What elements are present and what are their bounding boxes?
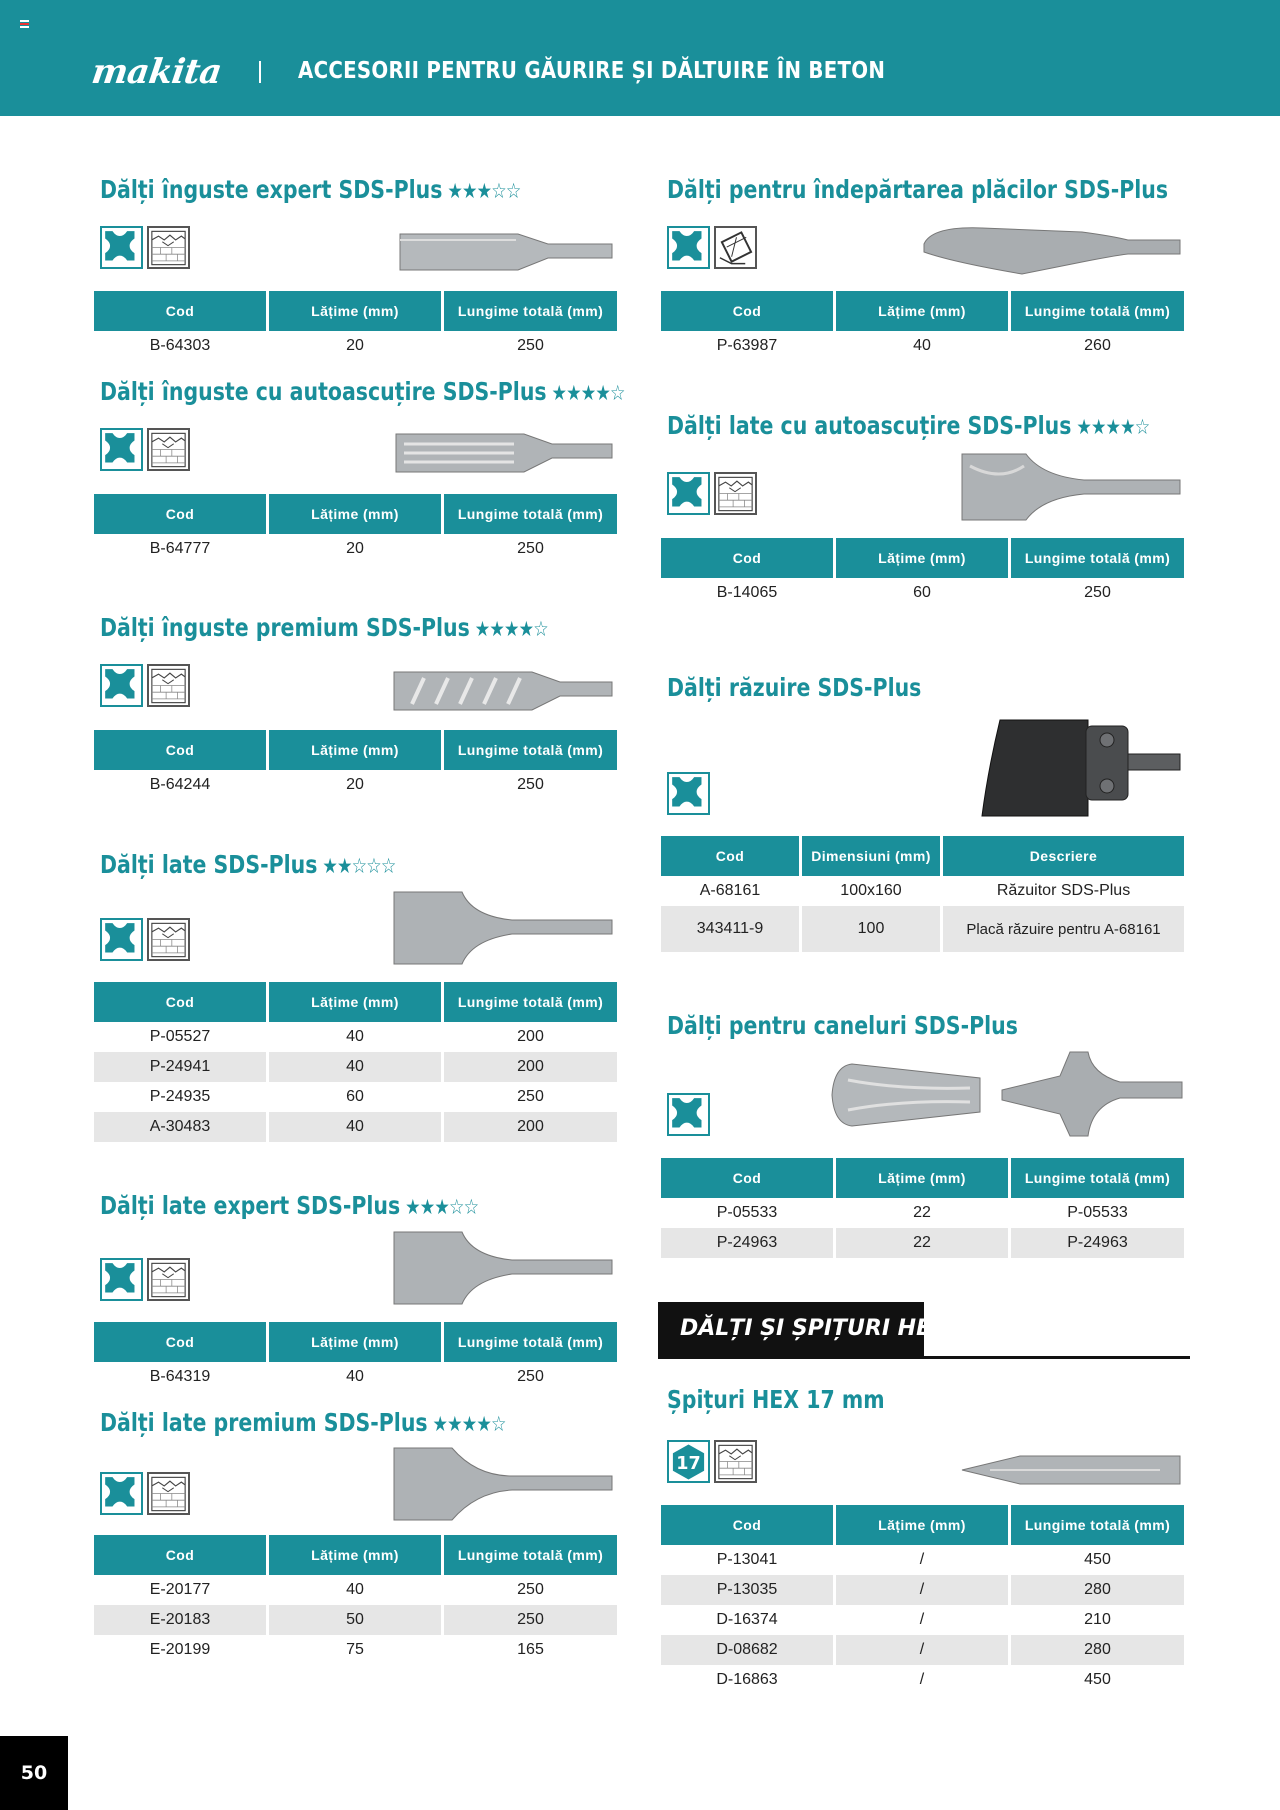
hex-17-icon: [667, 1440, 710, 1483]
table-row: B-64777 20 250: [149, 540, 544, 557]
tile-chisel-image: [922, 222, 1182, 278]
icon-row: [667, 772, 710, 815]
table-row: B-14065 60 250: [716, 584, 1111, 601]
romania-flag-icon: [20, 20, 29, 27]
section-title: Dălți înguste cu autoascuțire SDS-Plus ★★★★☆: [100, 377, 625, 406]
section-title: Dălți înguste premium SDS-Plus ★★★★☆: [100, 613, 548, 642]
table-row: A-68161 100x160 Răzuitor SDS-Plus: [699, 882, 1131, 899]
table-row: P-13041 / 450: [716, 1551, 1111, 1568]
table-1: Cod Lățime (mm) Lungime totală (mm) B-64777 20 250: [91, 494, 620, 564]
page-header: [0, 0, 1280, 116]
icon-row: [100, 1258, 190, 1301]
section-title: Dălți înguste expert SDS-Plus ★★★☆☆: [100, 175, 521, 204]
sds-plus-icon: [100, 1258, 143, 1301]
icon-row: [100, 1472, 190, 1515]
premium-narrow-chisel-image: [392, 664, 614, 716]
section-title: Dălți pentru caneluri SDS-Plus: [667, 1011, 1018, 1040]
section-title: Dălți late cu autoascuțire SDS-Plus ★★★★☆: [667, 411, 1150, 440]
icon-row: [667, 1093, 710, 1136]
section-title: Dălți late SDS-Plus ★★☆☆☆: [100, 850, 396, 879]
table-2: Cod Lățime (mm) Lungime totală (mm) B-64244 20 250: [91, 730, 620, 800]
concrete-icon: [147, 1258, 190, 1301]
table-row: A-30483 40 200: [94, 1112, 617, 1142]
scraper-image: [980, 710, 1182, 820]
sds-plus-icon: [667, 226, 710, 269]
rating-stars: ★★★★☆: [1076, 415, 1150, 439]
sds-plus-icon: [100, 664, 143, 707]
table-row: B-64303 20 250: [149, 337, 544, 354]
table-3: Cod Lățime (mm) Lungime totală (mm) P-05527 40 200 P-24941 40 200 P-24935 60 250 A-30483 40 200: [91, 982, 620, 1142]
sds-plus-icon: [667, 1093, 710, 1136]
tile-icon: [714, 226, 757, 269]
sds-plus-icon: [100, 918, 143, 961]
rating-stars: ★★★★☆: [474, 617, 548, 641]
table-0: Cod Lățime (mm) Lungime totală (mm) B-64303 20 250: [91, 291, 620, 361]
sds-plus-icon: [100, 226, 143, 269]
hex-banner-label: DĂLȚI ȘI ȘPIȚURI HEX: [658, 1302, 924, 1356]
page-title: ACCESORII PENTRU GĂURIRE ȘI DĂLTUIRE ÎN BETON: [298, 58, 886, 84]
wide-expert-chisel-image: [392, 1230, 614, 1306]
rating-stars: ★★☆☆☆: [322, 854, 396, 878]
wide-chisel-image: [392, 890, 614, 966]
table-row: P-05527 40 200: [149, 1028, 544, 1045]
icon-row: [667, 1440, 757, 1483]
concrete-icon: [147, 1472, 190, 1515]
table-row: P-13035 / 280: [661, 1575, 1184, 1605]
sds-plus-icon: [667, 772, 710, 815]
grooving-chisels-image: [830, 1050, 1184, 1140]
table-row: P-24935 60 250: [149, 1088, 544, 1105]
table-row: 343411-9 100 Placă răzuire pentru A-68161: [661, 906, 1184, 952]
icon-row: [100, 664, 190, 707]
icon-row: [100, 428, 190, 471]
table-row: D-16863 / 450: [716, 1671, 1111, 1688]
table-row: P-24963 22 P-24963: [661, 1228, 1184, 1258]
makita-logo: makita: [89, 52, 225, 92]
rating-stars: ★★★☆☆: [405, 1195, 479, 1219]
section-title: Dălți răzuire SDS-Plus: [667, 673, 922, 702]
section-title: Dălți pentru îndepărtarea plăcilor SDS-Plus: [667, 175, 1169, 204]
concrete-icon: [147, 664, 190, 707]
table-6: Cod Lățime (mm) Lungime totală (mm) P-63987 40 260: [658, 291, 1187, 361]
table-row: B-64319 40 250: [149, 1368, 544, 1385]
table-8: Cod Dimensiuni (mm) Descriere A-68161 100x160 Răzuitor SDS-Plus 343411-9 100 Placă răzuire pentru A-68161: [658, 836, 1187, 952]
sds-plus-icon: [667, 472, 710, 515]
hex-section-banner: [658, 1302, 1190, 1358]
table-row: D-16374 / 210: [716, 1611, 1111, 1628]
table-row: P-63987 40 260: [716, 337, 1111, 354]
wide-premium-chisel-image: [392, 1446, 614, 1522]
concrete-icon: [714, 1440, 757, 1483]
rating-stars: ★★★★☆: [432, 1412, 506, 1436]
section-title: Dălți late premium SDS-Plus ★★★★☆: [100, 1408, 506, 1437]
table-5: Cod Lățime (mm) Lungime totală (mm) E-20177 40 250 E-20183 50 250 E-20199 75 165: [91, 1535, 620, 1665]
table-row: E-20177 40 250: [149, 1581, 544, 1598]
icon-row: [667, 472, 757, 515]
page-number: 50: [0, 1736, 68, 1810]
table-row: E-20199 75 165: [149, 1641, 544, 1658]
rating-stars: ★★★★☆: [551, 381, 625, 405]
sds-plus-icon: [100, 428, 143, 471]
sds-plus-icon: [100, 1472, 143, 1515]
section-title: Șpițuri HEX 17 mm: [667, 1385, 885, 1414]
selfsharpening-chisel-image: [394, 428, 614, 478]
table-row: B-64244 20 250: [149, 776, 544, 793]
hex-banner-rule: [658, 1356, 1190, 1359]
icon-row: [100, 918, 190, 961]
header-separator: [259, 61, 261, 83]
hex-17-text: 17: [676, 1453, 701, 1474]
narrow-chisel-image: [398, 226, 614, 276]
section-title: Dălți late expert SDS-Plus ★★★☆☆: [100, 1191, 479, 1220]
table-10: Cod Lățime (mm) Lungime totală (mm) P-13041 / 450 P-13035 / 280 D-16374 / 210 D-08682 / 280 D-16863 / 450: [658, 1505, 1187, 1695]
concrete-icon: [147, 226, 190, 269]
table-row: P-05533 22 P-05533: [716, 1204, 1128, 1221]
table-row: D-08682 / 280: [661, 1635, 1184, 1665]
icon-row: [100, 226, 190, 269]
table-9: Cod Lățime (mm) Lungime totală (mm) P-05533 22 P-05533 P-24963 22 P-24963: [658, 1158, 1187, 1258]
concrete-icon: [714, 472, 757, 515]
hex-point-image: [960, 1450, 1182, 1490]
table-row: P-24941 40 200: [94, 1052, 617, 1082]
rating-stars: ★★★☆☆: [447, 179, 521, 203]
concrete-icon: [147, 428, 190, 471]
wide-selfsharpening-chisel-image: [960, 452, 1182, 522]
concrete-icon: [147, 918, 190, 961]
icon-row: [667, 226, 757, 269]
table-7: Cod Lățime (mm) Lungime totală (mm) B-14065 60 250: [658, 538, 1187, 608]
table-4: Cod Lățime (mm) Lungime totală (mm) B-64319 40 250: [91, 1322, 620, 1392]
table-row: E-20183 50 250: [94, 1605, 617, 1635]
